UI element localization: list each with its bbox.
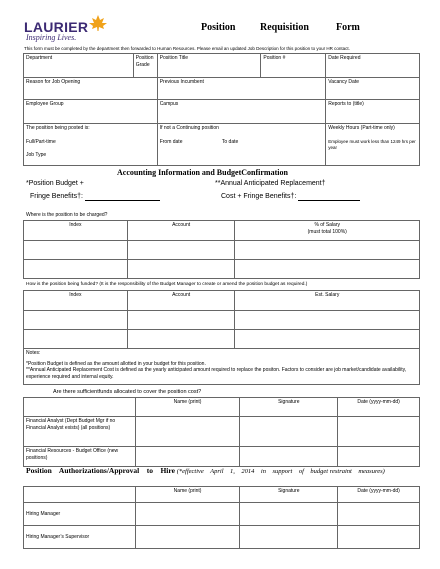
posting-type-cell[interactable] bbox=[24, 124, 158, 166]
table-cell[interactable] bbox=[235, 260, 420, 279]
charged-question: Where is the position to be charged? bbox=[26, 212, 108, 218]
reason-field[interactable]: Reason for Job Opening bbox=[24, 78, 158, 100]
table-cell[interactable] bbox=[24, 241, 128, 260]
notes-line-2: **Annual Anticipated Replacement Cost is defined as the yearly anticipated amount required to replace the positon. Factors to consider are job market/candidate availability, experience required and internal equity. bbox=[26, 367, 407, 380]
weekly-hours-cell[interactable] bbox=[326, 124, 420, 166]
position-grade-field[interactable]: Position Grade bbox=[133, 54, 157, 78]
notes-line-1: *Position Budget is defined as the amount allotted in your budget for this position. bbox=[26, 360, 206, 367]
non-continuing-label: If not a Continuing position bbox=[159, 125, 219, 131]
financial-resources-label: Financial Resources - Budget Office (new positions) bbox=[24, 447, 136, 467]
header-date: Date (yyyy-mm-dd) bbox=[338, 398, 420, 417]
to-date-label: To date bbox=[221, 138, 239, 145]
charged-header-index: Index bbox=[24, 221, 128, 241]
funds-approval-table bbox=[23, 397, 420, 467]
charged-header-percent: % of Salary (must total 100%) bbox=[235, 221, 420, 241]
logo-tagline: Inspiring Lives. bbox=[26, 33, 77, 42]
date-required-field[interactable]: Date Required bbox=[326, 54, 420, 78]
previous-incumbent-field[interactable]: Previous Incumbent bbox=[157, 78, 326, 100]
table-cell[interactable] bbox=[240, 526, 338, 549]
table-cell[interactable] bbox=[240, 417, 338, 447]
department-field[interactable]: Department bbox=[24, 54, 134, 78]
table-cell[interactable] bbox=[127, 260, 235, 279]
table-cell[interactable] bbox=[135, 526, 240, 549]
funded-table bbox=[23, 290, 420, 385]
notes-box bbox=[24, 349, 420, 385]
table-cell[interactable] bbox=[235, 241, 420, 260]
maple-leaf-icon bbox=[88, 14, 108, 32]
campus-field[interactable]: Campus bbox=[157, 100, 326, 124]
full-part-time-label: Full/Part-time bbox=[26, 138, 56, 145]
hire-approval-table bbox=[23, 486, 420, 549]
sufficient-question: Are there sufficientfunds allocated to cover the position cost? bbox=[53, 389, 202, 395]
non-continuing-cell[interactable] bbox=[157, 124, 326, 166]
table-cell[interactable] bbox=[240, 447, 338, 467]
table-cell bbox=[24, 487, 136, 503]
financial-analyst-label: Financial Analyst (Dept Budget Mgr if no Financial Analyst exists) (all positions) bbox=[24, 417, 136, 447]
form-instruction: This form must be completed by the department then forwarded to Human Resources. Please email an updated Job Description for this position to your HR contact. bbox=[24, 46, 350, 51]
position-title-field[interactable]: Position Title bbox=[157, 54, 261, 78]
vacancy-date-field[interactable]: Vacancy Date bbox=[326, 78, 420, 100]
header-signature: Signature bbox=[240, 487, 338, 503]
reports-to-field[interactable]: Reports to (title) bbox=[326, 100, 420, 124]
table-cell[interactable] bbox=[135, 417, 240, 447]
table-cell[interactable] bbox=[127, 241, 235, 260]
hiring-manager-label: Hiring Manager bbox=[24, 503, 136, 526]
table-cell[interactable] bbox=[135, 447, 240, 467]
funded-header-index: Index bbox=[24, 291, 128, 311]
funded-header-salary: Est. Salary bbox=[235, 291, 420, 311]
table-cell[interactable] bbox=[24, 330, 128, 349]
position-info-table bbox=[23, 53, 420, 166]
header-name-print: Name (print) bbox=[135, 487, 240, 503]
table-cell[interactable] bbox=[135, 503, 240, 526]
title-position: Position bbox=[201, 22, 236, 33]
table-cell[interactable] bbox=[240, 503, 338, 526]
table-cell[interactable] bbox=[338, 447, 420, 467]
table-cell[interactable] bbox=[235, 311, 420, 330]
fringe-benefits-label: Fringe Benefits†: bbox=[30, 193, 160, 201]
job-type-label: Job Type bbox=[26, 152, 47, 158]
table-cell[interactable] bbox=[127, 311, 235, 330]
authorization-block bbox=[26, 466, 420, 476]
employee-group-field[interactable]: Employee Group bbox=[24, 100, 158, 124]
table-cell bbox=[24, 398, 136, 417]
posting-label: The position being posted is: bbox=[26, 125, 90, 131]
header-name-print: Name (print) bbox=[135, 398, 240, 417]
funded-header-account: Account bbox=[127, 291, 235, 311]
fringe-benefits-input[interactable] bbox=[85, 193, 160, 201]
charged-table bbox=[23, 220, 420, 279]
hiring-supervisor-label: Hiring Manager’s Supervisor bbox=[24, 526, 136, 549]
logo-name: LAURIER bbox=[24, 19, 89, 35]
cost-fringe-label: Cost + Fringe Benefits†: bbox=[221, 193, 360, 201]
from-date-label: From date bbox=[159, 138, 183, 145]
title-form: Form bbox=[336, 22, 360, 33]
accounting-heading: Accounting Information and BudgetConfirmation bbox=[117, 168, 288, 177]
table-cell[interactable] bbox=[338, 503, 420, 526]
authorization-note: (*effective April 1, 2014 in support of budget restraint measures) bbox=[176, 468, 385, 475]
table-cell[interactable] bbox=[24, 260, 128, 279]
header-date: Date (yyyy-mm-dd) bbox=[338, 487, 420, 503]
table-cell[interactable] bbox=[127, 330, 235, 349]
replacement-label: **Annual Anticipated Replacement† bbox=[215, 180, 326, 187]
funded-question: How is the position being funded? (It is the responsibility of the Budget Manager to create or amend the position budget as required.) bbox=[26, 282, 308, 287]
weekly-hours-label: Weekly Hours (Part-time only) bbox=[328, 125, 395, 131]
table-cell[interactable] bbox=[338, 526, 420, 549]
position-budget-label: *Position Budget + bbox=[26, 180, 84, 187]
header-signature: Signature bbox=[240, 398, 338, 417]
cost-fringe-input[interactable] bbox=[298, 193, 360, 201]
table-cell[interactable] bbox=[24, 311, 128, 330]
notes-label: Notes: bbox=[26, 350, 41, 356]
position-number-field[interactable]: Position # bbox=[261, 54, 326, 78]
weekly-hours-note: Employee must work less than 1249 hrs per year bbox=[328, 138, 416, 150]
charged-header-account: Account bbox=[127, 221, 235, 241]
table-cell[interactable] bbox=[338, 417, 420, 447]
table-cell[interactable] bbox=[235, 330, 420, 349]
authorization-heading: Position Authorizations/Approval to Hire bbox=[26, 466, 175, 475]
title-requisition: Requisition bbox=[260, 22, 309, 33]
